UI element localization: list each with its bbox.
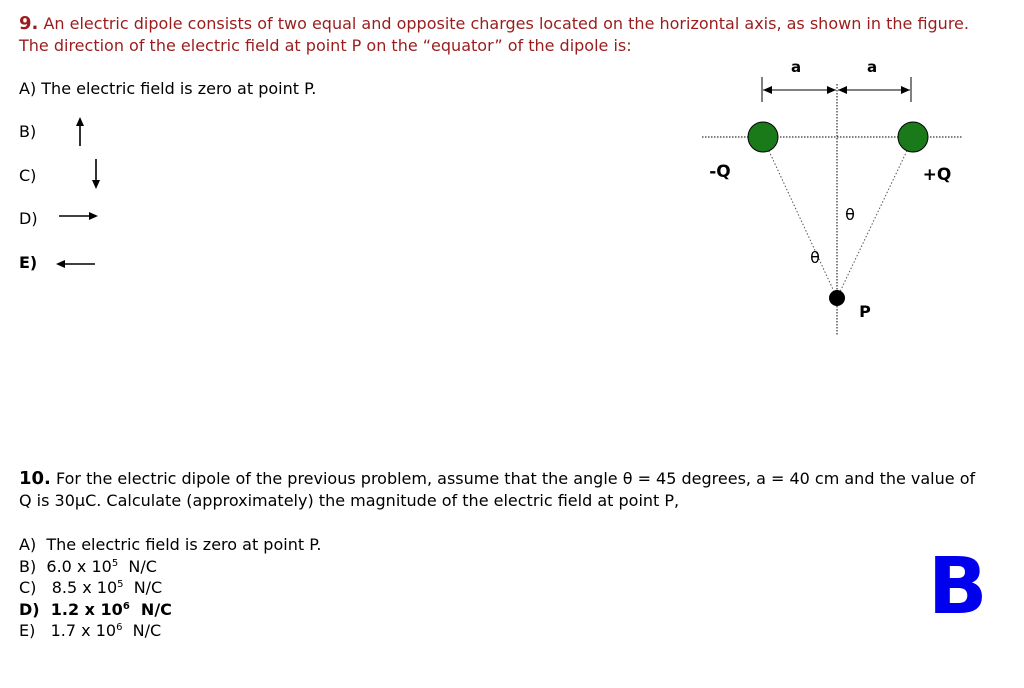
q10-option-b [19,556,321,578]
q10-option-d-unit: N/C [140,599,172,619]
q10-option-d-label: D) [19,599,40,619]
q9-option-e [19,253,37,272]
question-10-text [19,468,1009,512]
q9-option-d-label: D) [19,209,38,228]
down-arrow-icon [86,158,106,190]
up-arrow-icon [70,116,90,148]
question-9-line1: An electric dipole consists of two equal and opposite charges located on the horizontal axis, as shown in the figure. [38,14,969,33]
q10-option-c-unit: N/C [133,578,163,597]
q9-option-a-label: A) [19,79,37,98]
q10-option-a [19,534,321,556]
positive-charge [898,122,928,152]
q10-option-e-label: E) [19,621,36,640]
left-arrow-icon [55,256,97,272]
q10-option-e-unit: N/C [132,621,162,640]
q10-option-c-exponent: 5 [117,579,124,590]
q10-option-b-exponent: 5 [111,557,119,569]
question-10-number: 10. [19,468,51,489]
positive-charge-label: +Q [922,165,952,185]
q10-option-c-mantissa: 8.5 x 10 [51,578,118,597]
q10-option-a-text: The electric field is zero at point P. [46,535,322,554]
question-10-line2: Q is 30μC. Calculate (approximately) the magnitude of the electric field at point P, [19,491,680,510]
q9-option-c [19,166,36,185]
dim-arrow-left [763,86,836,94]
right-arrow-icon [58,208,100,224]
q9-option-e-label: E) [19,253,38,272]
q9-option-a [19,79,316,98]
q10-option-b-mantissa: 6.0 x 10 [46,556,112,576]
q10-option-b-label: B) [19,556,37,576]
q10-option-b-unit: N/C [128,556,157,576]
q10-options [19,534,321,642]
q9-option-a-text: The electric field is zero at point P. [41,79,317,98]
question-10-line1: For the electric dipole of the previous problem, assume that the angle θ = 45 degrees, a = 40 cm and the value of [50,469,976,488]
dim-arrow-right [838,86,910,94]
q9-option-d [19,209,38,228]
theta-label-right: θ [845,205,855,224]
q10-option-c-label: C) [19,578,37,597]
q9-option-b-label: B) [19,122,37,141]
q10-option-d-mantissa: 1.2 x 10 [50,599,123,619]
q10-option-d-exponent: 6 [122,600,130,612]
q10-option-e-mantissa: 1.7 x 10 [50,621,117,640]
point-p [829,290,845,306]
q10-option-e-exponent: 6 [116,622,123,633]
question-9-number: 9. [19,13,39,34]
dim-label-left: a [790,58,802,76]
theta-label-left: θ [810,248,820,267]
line-neg-to-p [763,138,837,298]
q9-option-b [19,122,36,141]
q10-option-e [19,620,321,642]
dipole-figure [690,50,970,340]
negative-charge-label: -Q [709,162,731,182]
answer-letter: B [928,542,988,632]
dim-label-right: a [866,58,878,76]
negative-charge [748,122,778,152]
q10-option-a-label: A) [19,535,37,554]
question-9-line2: The direction of the electric field at point P on the “equator” of the dipole is: [19,36,632,55]
q9-option-c-label: C) [19,166,37,185]
q10-option-d [19,599,321,621]
q10-option-c [19,577,321,599]
point-p-label: P [859,302,871,321]
